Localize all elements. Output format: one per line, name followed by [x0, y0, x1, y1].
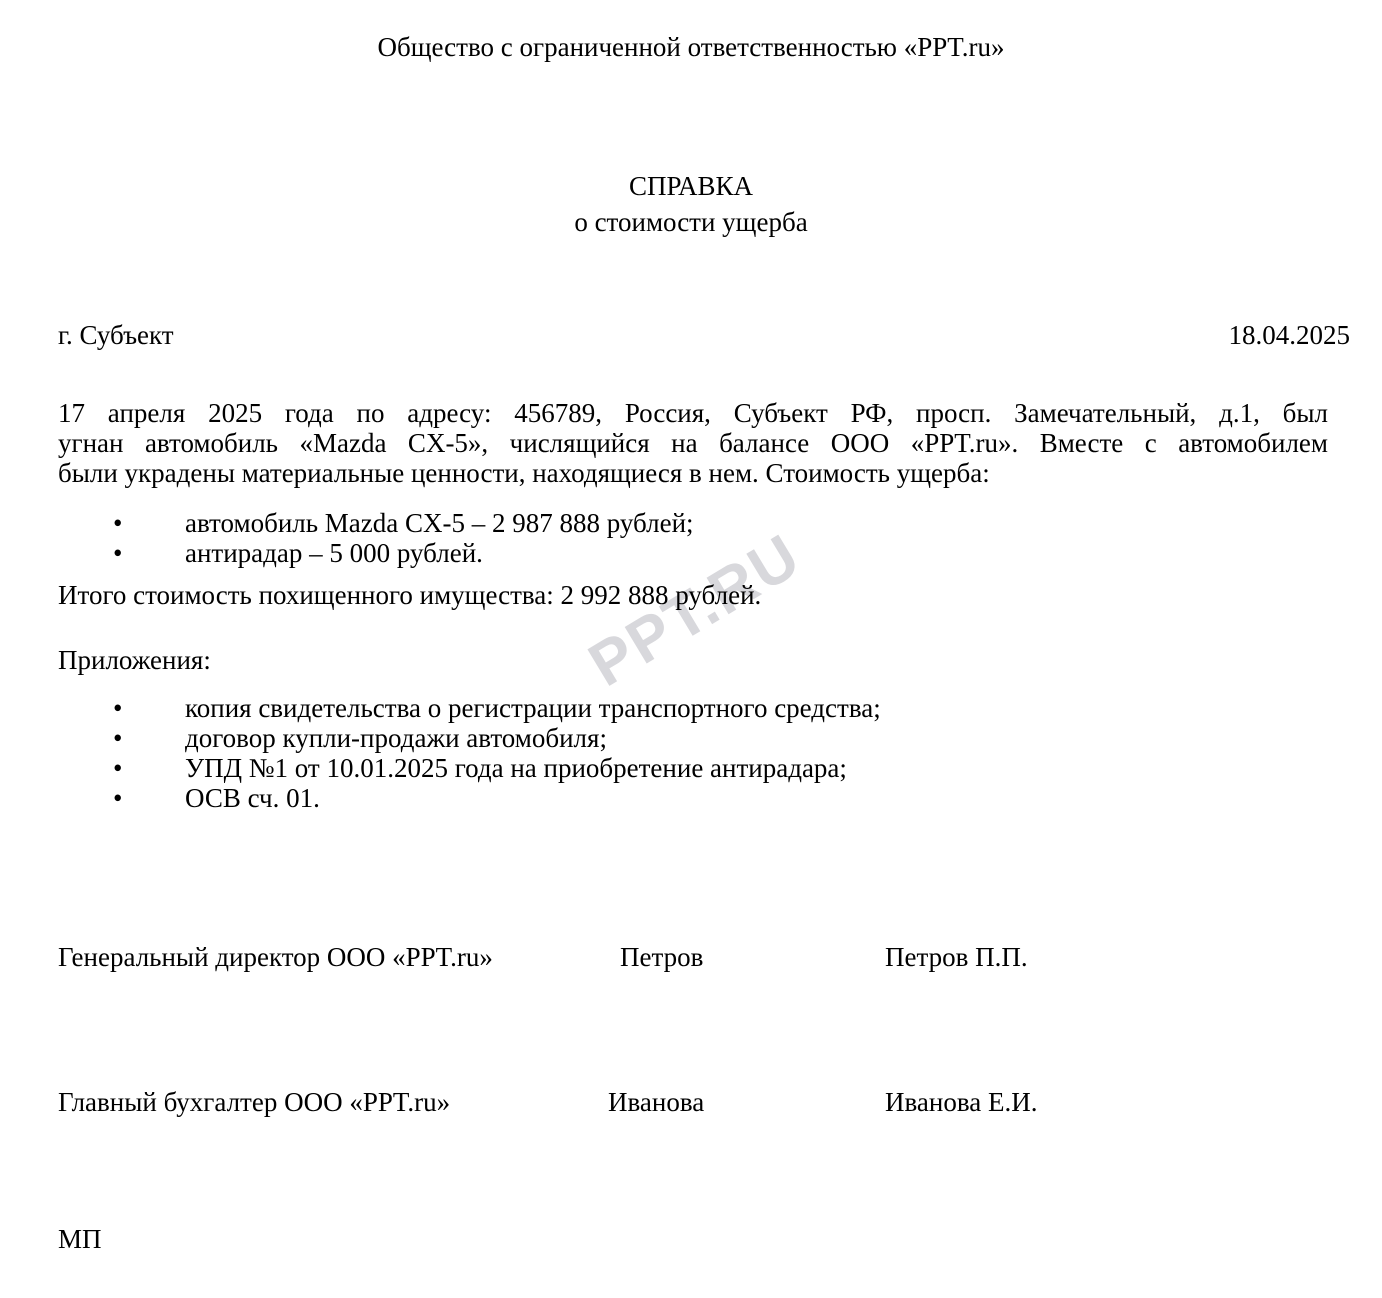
signatory-name: Петров П.П. [885, 942, 1028, 972]
body-line-2: угнан автомобиль «Mazda CX-5», числящийся на балансе ООО «PPT.ru». Вместе с автомобилем [58, 428, 1328, 458]
place-label: г. Субъект [58, 320, 174, 350]
list-item-label: УПД №1 от 10.01.2025 года на приобретение антирадара; [185, 753, 847, 783]
bullet-icon: • [113, 538, 123, 568]
bullet-icon: • [113, 508, 123, 538]
list-item [58, 693, 1328, 723]
list-item-label: антирадар – 5 000 рублей. [185, 538, 483, 568]
list-item-label: автомобиль Mazda CX-5 – 2 987 888 рублей; [185, 508, 694, 538]
signatory-role: Генеральный директор ООО «PPT.ru» [58, 942, 493, 972]
page-subtitle: о стоимости ущерба [574, 207, 808, 237]
list-item [58, 508, 1328, 538]
list-item-label: договор купли-продажи автомобиля; [185, 723, 607, 753]
place-date-row [58, 318, 1350, 352]
damage-item-list [58, 508, 1328, 568]
list-item [58, 723, 1328, 753]
signature-mark: Иванова [608, 1087, 705, 1117]
list-item [58, 753, 1328, 783]
bullet-icon: • [113, 723, 123, 753]
signature-row-director [58, 940, 1328, 974]
ppt-ru-watermark: PPT.RU [577, 521, 813, 700]
list-item [58, 783, 1328, 813]
attachments-list [58, 693, 1328, 813]
bullet-icon: • [113, 693, 123, 723]
attachments-label: Приложения: [58, 645, 211, 675]
signature-row-accountant [58, 1085, 1328, 1119]
stamp-place-mark: МП [58, 1224, 102, 1254]
bullet-icon: • [113, 783, 123, 813]
body-line-3: были украдены материальные ценности, находящиеся в нем. Стоимость ущерба: [58, 458, 990, 488]
signature-mark: Петров [620, 942, 704, 972]
total-damage-line: Итого стоимость похищенного имущества: 2 992 888 рублей. [58, 580, 762, 610]
list-item-label: ОСВ сч. 01. [185, 783, 320, 813]
organization-header: Общество с ограниченной ответственностью «PPT.ru» [377, 32, 1005, 62]
page-title: СПРАВКА [628, 171, 754, 201]
signatory-role: Главный бухгалтер ООО «PPT.ru» [58, 1087, 451, 1117]
document-date: 18.04.2025 [1228, 320, 1350, 350]
list-item-label: копия свидетельства о регистрации транспортного средства; [185, 693, 881, 723]
signatory-name: Иванова Е.И. [885, 1087, 1038, 1117]
list-item [58, 538, 1328, 568]
body-paragraph [58, 398, 1328, 488]
bullet-icon: • [113, 753, 123, 783]
body-line-1: 17 апреля 2025 года по адресу: 456789, Россия, Субъект РФ, просп. Замечательный, д.1, был [58, 398, 1328, 428]
